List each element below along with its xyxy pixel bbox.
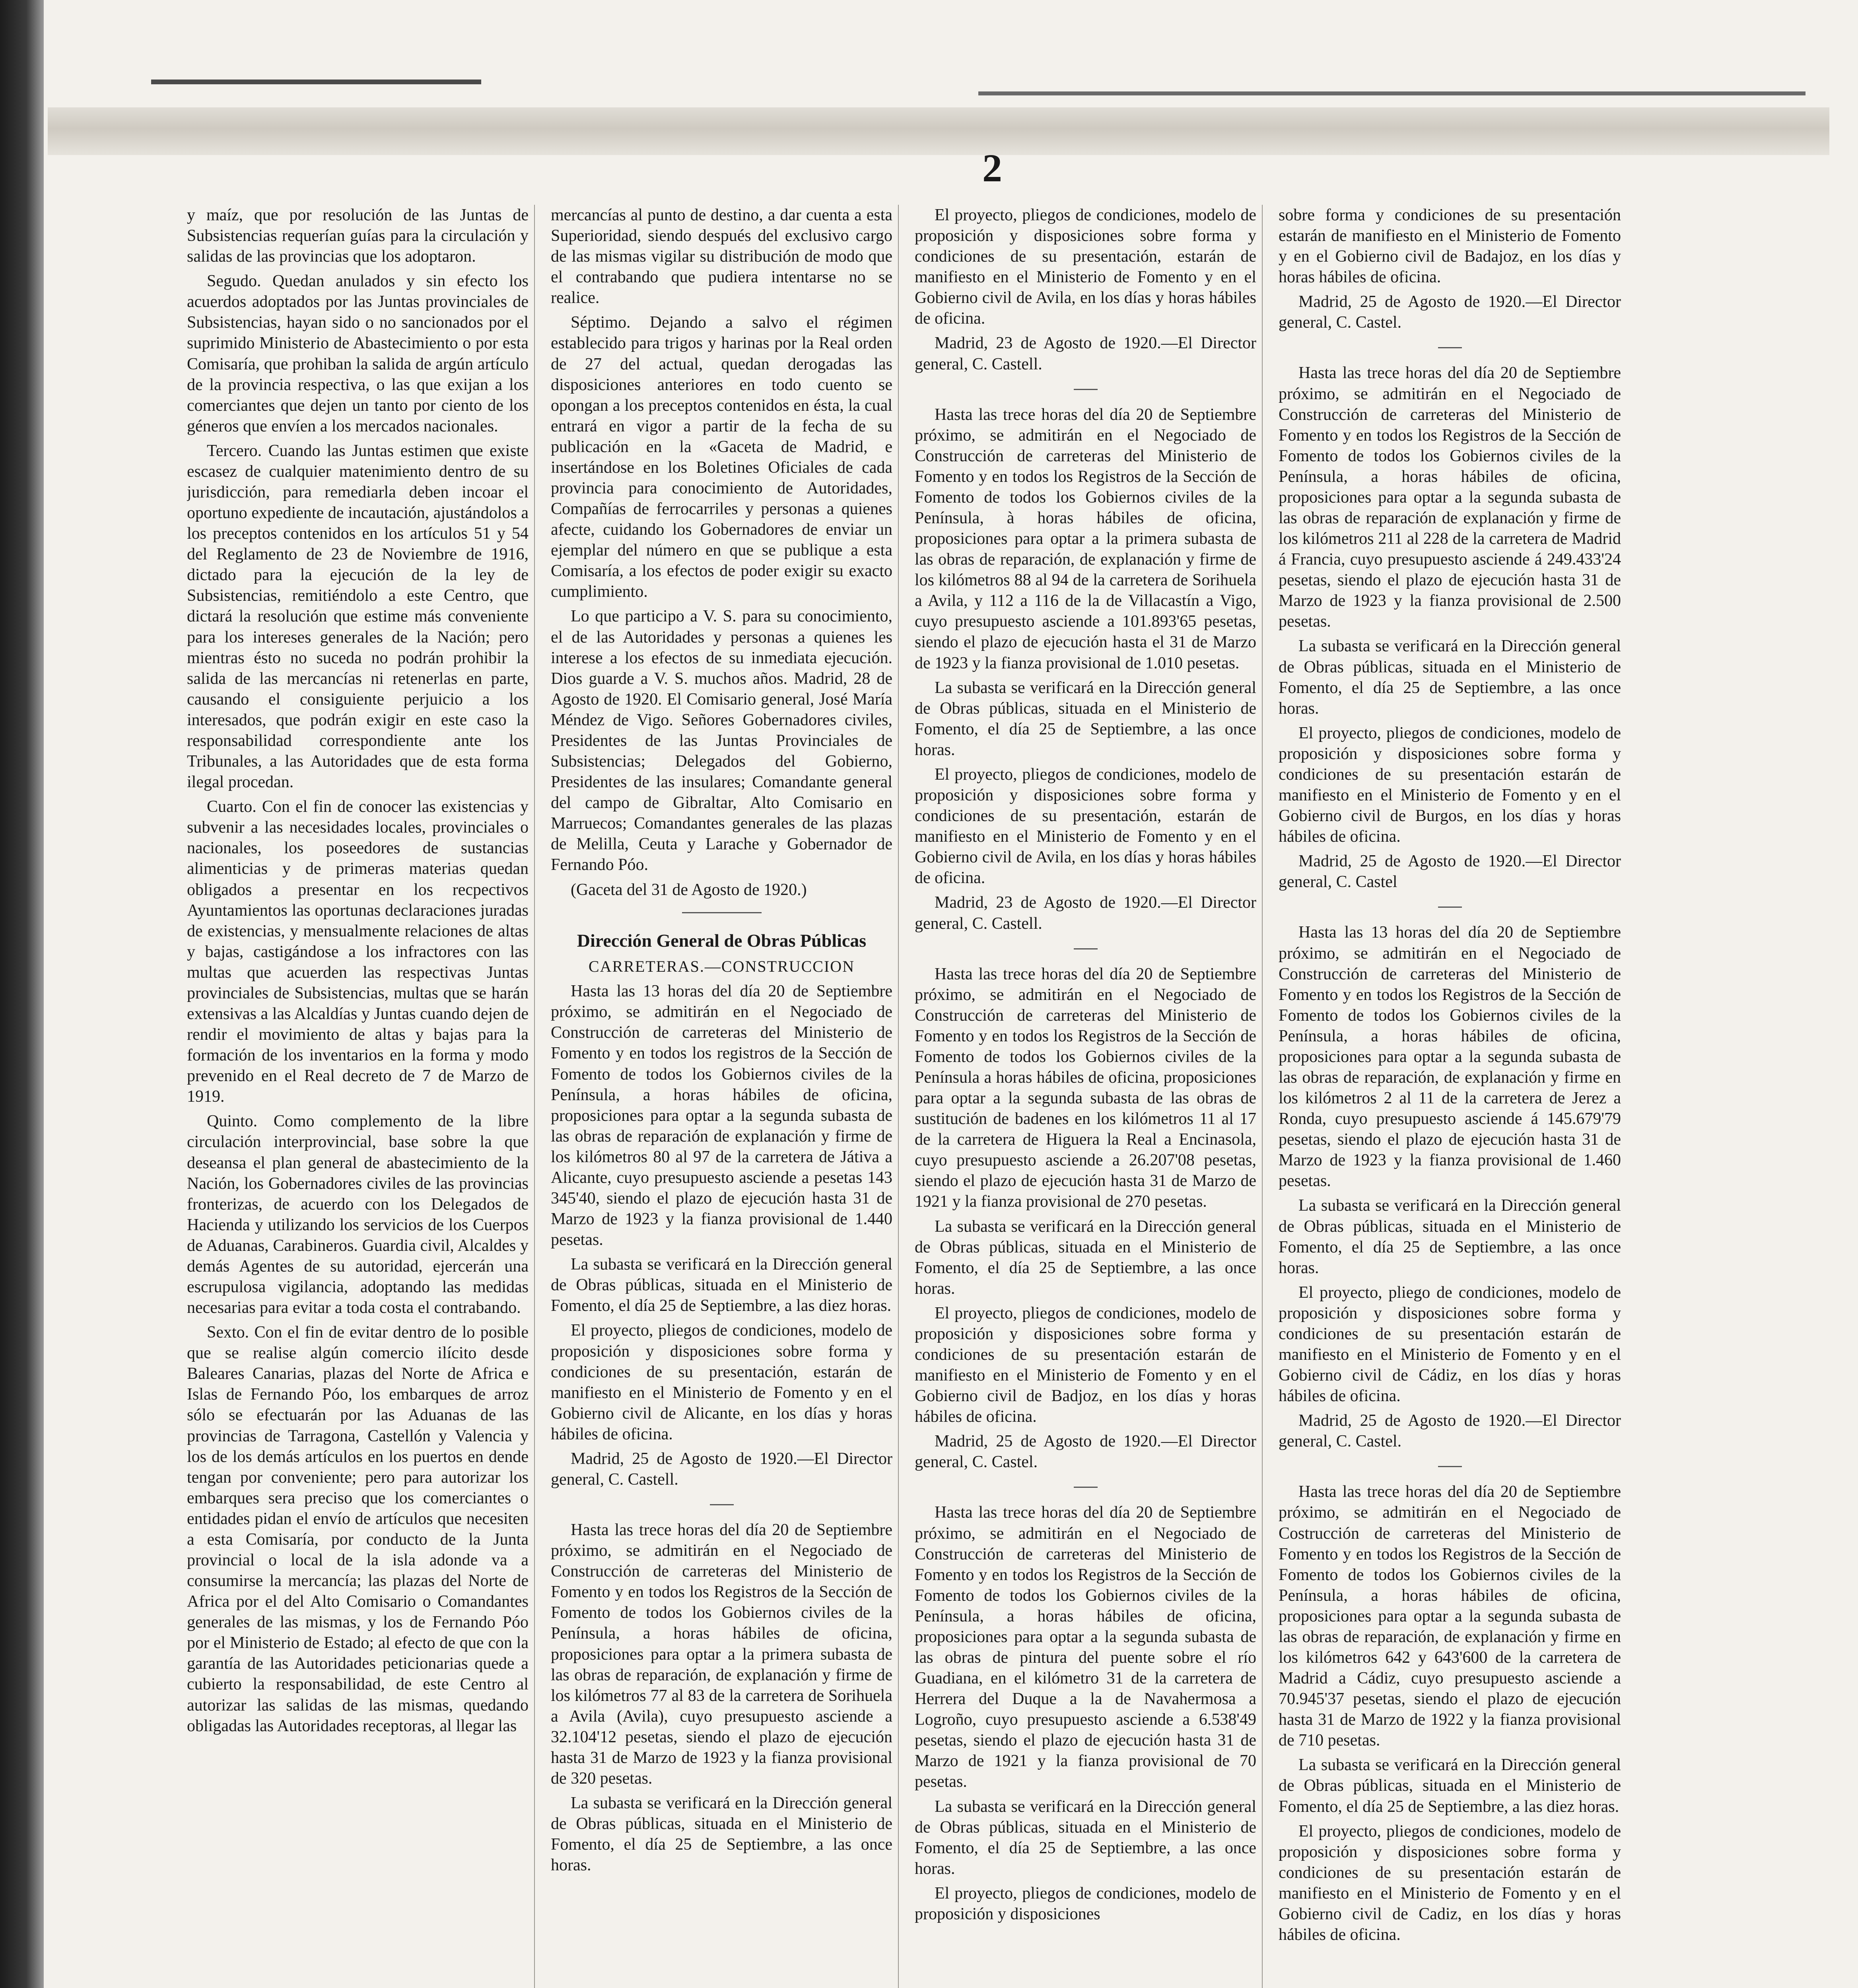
paragraph: El proyecto, pliegos de condiciones, modelo de proposición y disposiciones sobre forma y condiciones de su presentación, estarán de manifiesto en el Ministerio de Fomento y en el Gobierno civil de Alicante, en los días y horas hábiles de oficina. xyxy=(551,1321,892,1443)
announcement xyxy=(1279,1481,1621,1945)
paragraph: El proyecto, pliegos de condiciones, modelo de proposición y disposiciones sobre forma y condiciones de su presentación estarán de manifiesto en el Ministerio de Fomento y en el Gobierno civil de Cadiz, en los días y horas hábiles de oficina. xyxy=(1279,1822,1621,1944)
paragraph: La subasta se verificará en la Dirección general de Obras públicas, situada en el Ministerio de Fomento, el día 25 de Septiembre, a las once horas. xyxy=(1279,1196,1621,1277)
paragraph: La subasta se verificará en la Dirección general de Obras públicas, situada en el Ministerio de Fomento, el día 25 de Septiembre, a las once horas. xyxy=(915,1797,1256,1878)
announcement xyxy=(915,1502,1256,1924)
paragraph: Lo que participo a V. S. para su conocimiento, el de las Autoridades y personas a quienes les interese a los efectos de su inmediata ejecución. Dios guarde a V. S. muchos años. Madrid, 28 de Agosto de 1920. El Comisario general, José María Méndez de Vigo. Señores Gobernadores civiles, Presidentes de las Juntas Provinciales de Subsistencias; Delegados del Gobierno, Presidentes de las insulares; Comandante general del campo de Gibraltar, Alto Comisario en Marruecos; Comandantes generales de las plazas de Melilla, Ceuta y Larache y Gobernador de Fernando Póo. xyxy=(551,607,892,874)
paragraph: Quinto. Como complemento de la libre circulación interprovincial, base sobre la que deseansa el plan general de abastecimiento de la Nación, los Gobernadores civiles de las provincias fronterizas, de acuerdo con los Delegados de Hacienda y utilizando los servicios de los Cuerpos de Aduanas, Carabineros. Guardia civil, Alcaldes y demás Agentes de su autoridad, ejercerán una escrupulosa vigilancia, adoptando las medidas necesarias para evitar a toda costa el contrabando. xyxy=(187,1112,529,1317)
announcement-signature: Madrid, 23 de Agosto de 1920.—El Director general, C. Castell. xyxy=(915,893,1256,933)
gazette-reference: (Gaceta del 31 de Agosto de 1920.) xyxy=(571,880,807,899)
announcement-signature: Madrid, 25 de Agosto de 1920.—El Director general, C. Castel. xyxy=(1279,1411,1621,1451)
scan-artifact-line xyxy=(978,91,1806,95)
announcement xyxy=(1279,363,1621,892)
paragraph: La subasta se verificará en la Dirección general de Obras públicas, situada en el Ministerio de Fomento, el día 25 de Septiembre, a las once horas. xyxy=(915,678,1256,759)
newspaper-columns xyxy=(187,205,1627,1988)
paragraph: Hasta las trece horas del día 20 de Septiembre próximo, se admitirán en el Negociado de Construcción de carreteras del Ministerio de Fomento y en todos los Registros de la Sección de Fomento de todos los Gobiernos civiles de la Península, à horas hábiles de oficina, proposiciones para optar a la primera subasta de las obras de reparación, de explanación y firme de los kilómetros 88 al 94 de la carretera de Sorihuela a Avila, y 112 a 116 de la de Villacastín a Vigo, cuyo presupuesto asciende a 101.893'65 pesetas, siendo el plazo de ejecución hasta el 31 de Marzo de 1923 y la fianza provisional de 1.010 pesetas. xyxy=(915,405,1256,672)
paragraph: El proyecto, pliegos de condiciones, modelo de proposición y disposiciones sobre forma y condiciones de su presentación estarán de manifiesto en el Ministerio de Fomento y en el Gobierno civil de Burgos, en los días y horas hábiles de oficina. xyxy=(1279,724,1621,846)
paragraph: Sexto. Con el fin de evitar dentro de lo posible que se realise algún comercio ilícito desde Baleares Canarias, plazas del Norte de Africa e Islas de Fernando Póo, los embarques de arroz sólo se efectuarán por las Aduanas de las provincias de Tarragona, Castellón y Valencia y los de los demás artículos en los puertos en dende tengan por conveniente; pero para autorizar los embarques sera preciso que los comerciantes o entidades pidan el envío de artículos que necesiten a esta Comisaría, por conducto de la Junta provincial o local de la isla adonde va a consumirse la mercancía; las plazas del Norte de Africa por el del Alto Comisario o Comandantes generales de las mismas, y los de Fernando Póo por el Ministerio de Estado; al efecto de que con la garantía de las Autoridades peticionarias quede a cubierto la responsabilidad, de este Centro al autorizar las salidas de las mismas, quedando obligadas las Autoridades receptoras, al llegar las xyxy=(187,1323,529,1735)
paragraph: Cuarto. Con el fin de conocer las existencias y subvenir a las necesidades locales, provinciales o nacionales, los poseedores de sustancias alimenticias y de primeras materias quedan obligados a presentar en los recpectivos Ayuntamientos las oportunas declaraciones juradas de existencias, y mensualmente relaciones de altas y bajas, castigándose a los infractores con las multas que acuerden las respectivas Juntas provinciales de Subsistencias, multas que se harán extensivas a las Alcaldías y Juntas cuando dejen de rendir el movimiento de altas y bajas para la formación de los inventarios en la forma y modo prevenido en el Real decreto de 7 de Marzo de 1919. xyxy=(187,798,529,1106)
paragraph: Hasta las trece horas del día 20 de Septiembre próximo, se admitirán en el Negociado de Construcción de carreteras del Ministerio de Fomento y en todos los Registros de la Sección de Fomento de todos los Gobiernos civiles de la Península, a horas hábiles de oficina, proposiciones para optar a la segunda subasta de las obras de pintura del puente sobre el río Guadiana, en el kilómetro 31 de la carretera de Herrera del Duque a la de Navahermosa a Logroño, cuyo presupuesto asciende a 6.538'49 pesetas, siendo el plazo de ejecución hasta 31 de Marzo de 1921 y la fianza provisional de 70 pesetas. xyxy=(915,1503,1256,1791)
paragraph: y maíz, que por resolución de las Juntas de Subsistencias requerían guías para la circulación y salidas de las provincias que los adoptaron. xyxy=(187,206,529,266)
separator xyxy=(1074,948,1098,949)
paragraph: Hasta las trece horas del día 20 de Septiembre próximo, se admitirán en el Negociado de Construcción de carreteras del Ministerio de Fomento y en todos los Registros de la Sección de Fomento de todos los Gobiernos civiles de la Península a horas hábiles de oficina, proposiciones para optar a la segunda subasta de las obras de sustitución de badenes en los kilómetros 11 al 17 de la carretera de Higuera la Real a Encinasola, cuyo presupuesto asciende a 26.207'08 pesetas, siendo el plazo de ejecución hasta 31 de Marzo de 1921 y la fianza provisional de 270 pesetas. xyxy=(915,965,1256,1211)
paragraph: La subasta se verificará en la Dirección general de Obras públicas, situada en el Ministerio de Fomento, el día 25 de Septiembre, a las once horas. xyxy=(1279,637,1621,718)
announcement xyxy=(551,981,892,1490)
paragraph: La subasta se verificará en la Dirección general de Obras públicas, situada en el Ministerio de Fomento, el día 25 de Septiembre, a las once horas. xyxy=(551,1794,892,1875)
paragraph: Séptimo. Dejando a salvo el régimen establecido para trigos y harinas por la Real orden de 27 del actual, quedan derogadas las disposiciones anteriores en todo cuento se opongan a los preceptos contenidos en ésta, la cual entrará en vigor a partir de la fecha de su publicación en la «Gaceta de Madrid, e insertándose en los Boletines Oficiales de cada provincia para conocimiento de Autoridades, Compañías de ferrocarriles y personas a quienes afecte, cuidando los Gobernadores de enviar un ejemplar del número en que se publique a esta Comisaría, a los efectos de poder exigir su exacto cumplimiento. xyxy=(551,313,892,601)
column-2 xyxy=(551,205,899,1988)
section-rule xyxy=(682,912,762,913)
announcement xyxy=(1279,205,1621,333)
paragraph: mercancías al punto de destino, a dar cuenta a esta Superioridad, siendo después del exclusivo cargo de las mismas vigilar su distribución de modo que el contrabando que pudiera intentarse no se realice. xyxy=(551,206,892,307)
announcement-signature: Madrid, 25 de Agosto de 1920.—El Director general, C. Castell. xyxy=(551,1449,892,1489)
separator xyxy=(1074,1487,1098,1488)
announcement xyxy=(1279,922,1621,1452)
separator xyxy=(1438,347,1462,348)
paragraph: La subasta se verificará en la Dirección general de Obras públicas, situada en el Ministerio de Fomento, el día 25 de Septiembre, a las diez horas. xyxy=(551,1255,892,1315)
paragraph: El proyecto, pliegos de condiciones, modelo de proposición y disposiciones sobre forma y condiciones de su presentación, estarán de manifiesto en el Ministerio de Fomento y en el Gobierno civil de Avila, en los días y horas hábiles de oficina. xyxy=(915,765,1256,887)
scan-artifact-line xyxy=(151,80,481,84)
paragraph: El proyecto, pliego de condiciones, modelo de proposición y disposiciones sobre forma y condiciones de su presentación estarán de manifiesto en el Ministerio de Fomento y en el Gobierno civil de Cádiz, en los días y horas hábiles de oficina. xyxy=(1279,1283,1621,1406)
announcement xyxy=(551,1520,892,1875)
separator xyxy=(1438,907,1462,908)
announcement-signature: Madrid, 25 de Agosto de 1920.—El Director general, C. Castel. xyxy=(1279,293,1621,332)
paragraph: La subasta se verificará en la Dirección general de Obras públicas, situada en el Ministerio de Fomento, el día 25 de Septiembre, a las diez horas. xyxy=(1279,1756,1621,1816)
scan-fold-band xyxy=(48,107,1829,155)
paragraph: sobre forma y condiciones de su presentación estarán de manifiesto en el Ministerio de Fomento y en el Gobierno civil de Badajoz, en los días y horas hábiles de oficina. xyxy=(1279,206,1621,287)
paragraph: Hasta las trece horas del día 20 de Septiembre próximo, se admitirán en el Negociado de Construcción de carreteras del Ministerio de Fomento y en todos los Registros de la Sección de Fomento de todos los Gobiernos civiles de la Península, a horas hábiles de oficina, proposiciones para optar a la primera subasta de las obras de reparación, de explanación y firme de los kilómetros 77 al 83 de la carretera de Sorihuela a Avila (Avila), cuyo presupuesto asciende a 32.104'12 pesetas, siendo el plazo de ejecución hasta 31 de Marzo de 1923 y la fianza provisional de 320 pesetas. xyxy=(551,1521,892,1788)
announcement-signature: Madrid, 25 de Agosto de 1920.—El Director general, C. Castel. xyxy=(915,1432,1256,1472)
announcement xyxy=(915,964,1256,1473)
separator xyxy=(710,1504,734,1505)
separator xyxy=(1074,389,1098,390)
scan-left-edge xyxy=(0,0,44,1988)
separator xyxy=(1438,1466,1462,1467)
paragraph: Hasta las trece horas del día 20 de Septiembre próximo, se admitirán en el Negociado de Construcción de carreteras del Ministerio de Fomento y en todos los Registros de la Sección de Fomento de todos los Gobiernos civiles de la Península, a horas hábiles de oficina, proposiciones para optar a la segunda subasta de las obras de reparación de explanación y firme de los kilómetros 211 al 228 de la carretera de Madrid á Francia, cuyo presupuesto asciende á 249.433'24 pesetas, siendo el plazo de ejecución hasta 31 de Marzo de 1923 y la fianza provisional de 2.500 pesetas. xyxy=(1279,364,1621,631)
paragraph: Tercero. Cuando las Juntas estimen que existe escasez de cualquier matenimiento dentro de su jurisdicción, para remediarla deben incoar el oportuno expediente de incautación, ajustándolos a los preceptos contenidos en los artículos 51 y 54 del Reglamento de 23 de Noviembre de 1916, dictado para la ejecución de la ley de Subsistencias, remitiéndolo a este Centro, que dictará la resolución que estime más conveniente para los intereses generales de la Nación; pero mientras ésto no suceda no podrán prohibir la salida de las mercancías ni retenerlas en parte, causando el consiguiente perjuicio a los interesados, que podrán exigir en este caso la responsabilidad correspondiente ante los Tribunales, a las Autoridades que de esta forma ilegal procedan. xyxy=(187,441,529,792)
announcement xyxy=(915,404,1256,934)
page-number: 2 xyxy=(982,146,1002,190)
paragraph: El proyecto, pliegos de condiciones, modelo de proposición y disposiciones sobre forma y condiciones de su presentación, estarán de manifiesto en el Ministerio de Fomento y en el Gobierno civil de Avila, en los días y horas hábiles de oficina. xyxy=(915,206,1256,328)
announcement-signature: Madrid, 25 de Agosto de 1920.—El Director general, C. Castel xyxy=(1279,852,1621,891)
paragraph: Segudo. Quedan anulados y sin efecto los acuerdos adoptados por las Juntas provinciales de Subsistencias, hayan sido o no sancionados por el suprimido Ministerio de Abastecimiento o por esta Comisaría, que prohiban la salida de argún artículo de la provincia respectiva, o las que exijan a los comerciantes que dejen un tanto por ciento de los géneros que envíen a los mercados nacionales. xyxy=(187,272,529,435)
column-1 xyxy=(187,205,535,1988)
paragraph: Hasta las 13 horas del día 20 de Septiembre próximo, se admitirán en el Negociado de Construcción de carreteras del Ministerio de Fomento y en todos los registros de la Sección de Fomento de todos los Gobiernos civiles de la Península, a horas hábiles de oficina, proposiciones para optar a la segunda subasta de las obras de reparación de explanación y firme de los kilómetros 80 al 97 de la carretera de Játiva a Alicante, cuyo presupuesto asciende a pesetas 143 345'40, siendo el plazo de ejecución hasta 31 de Marzo de 1923 y la fianza provisional de 1.440 pesetas. xyxy=(551,982,892,1249)
announcement xyxy=(915,205,1256,375)
paragraph: Hasta las 13 horas del día 20 de Septiembre próximo, se admitirán en el Negociado de Construcción de carreteras del Ministerio de Fomento y en todos los Registros de la Sección de Fomento de todos los Gobiernos civiles de la Península, a horas hábiles de oficina, proposiciones para optar a la segunda subasta de las obras de reparación, de explanación y firme en los kilómetros 2 al 11 de la carretera de Jerez a Ronda, cuyo presupuesto asciende á 145.679'79 pesetas, siendo el plazo de ejecución hasta 31 de Marzo de 1923 y la fianza provisional de 1.460 pesetas. xyxy=(1279,923,1621,1190)
paragraph: El proyecto, pliegos de condiciones, modelo de proposición y disposiciones sobre forma y condiciones de su presentación estarán de manifiesto en el Ministerio de Fomento y en el Gobierno civil de Badjoz, en los días y horas hábiles de oficina. xyxy=(915,1304,1256,1426)
section-title: Dirección General de Obras Públicas xyxy=(577,930,867,951)
column-3 xyxy=(915,205,1263,1988)
section-subheading: CARRETERAS.—CONSTRUCCION xyxy=(588,957,855,975)
paragraph: El proyecto, pliegos de condiciones, modelo de proposición y disposiciones xyxy=(915,1884,1256,1923)
announcement-signature: Madrid, 23 de Agosto de 1920.—El Director general, C. Castell. xyxy=(915,334,1256,373)
column-4 xyxy=(1279,205,1627,1988)
paragraph: La subasta se verificará en la Dirección general de Obras públicas, situada en el Ministerio de Fomento, el día 25 de Septiembre, a las once horas. xyxy=(915,1217,1256,1298)
paragraph: Hasta las trece horas del día 20 de Septiembre próximo, se admitirán en el Negociado de Costrucción de carreteras del Ministerio de Fomento y en todos los Registros de la Sección de Fomento de todos los Gobiernos civiles de la Península, a horas hábiles de oficina, proposiciones para optar a la segunda subasta de las obras de reparación, de explanación y firme en los kilómetros 642 y 643'600 de la carretera de Madrid a Cádiz, cuyo presupuesto asciende a 70.945'37 pesetas, siendo el plazo de ejecución hasta 31 de Marzo de 1922 y la fianza provisional de 710 pesetas. xyxy=(1279,1483,1621,1750)
